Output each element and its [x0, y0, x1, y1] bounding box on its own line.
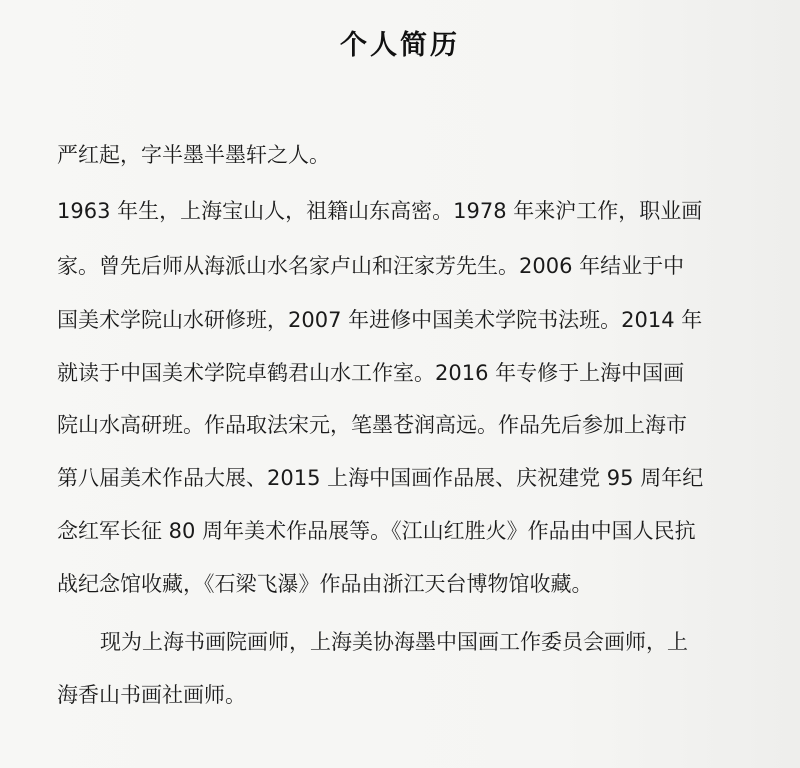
- text-line: 念红军长征 80 周年美术作品展等。《江山红胜火》作品由中国人民抗: [57, 519, 696, 543]
- text-line: 就读于中国美术学院卓鹤君山水工作室。2016 年专修于上海中国画: [57, 361, 685, 385]
- text-line: 家。曾先后师从海派山水名家卢山和汪家芳先生。2006 年结业于中: [57, 254, 685, 278]
- text-line: 1963 年生，上海宝山人，祖籍山东高密。1978 年来沪工作，职业画: [57, 199, 703, 223]
- text-line: 战纪念馆收藏，《石梁飞瀑》作品由浙江天台博物馆收藏。: [57, 572, 593, 596]
- text-line: 第八届美术作品大展、2015 上海中国画作品展、庆祝建党 95 周年纪: [57, 466, 704, 490]
- text-line: 严红起，字半墨半墨轩之人。: [57, 143, 330, 167]
- text-line: 院山水高研班。作品取法宋元，笔墨苍润高远。作品先后参加上海市: [57, 413, 687, 437]
- page-title: 个人简历: [340, 30, 460, 61]
- text-line: 现为上海书画院画师，上海美协海墨中国画工作委员会画师，上: [100, 630, 688, 654]
- text-line: 国美术学院山水研修班，2007 年进修中国美术学院书法班。2014 年: [57, 308, 703, 332]
- text-line: 海香山书画社画师。: [57, 683, 246, 707]
